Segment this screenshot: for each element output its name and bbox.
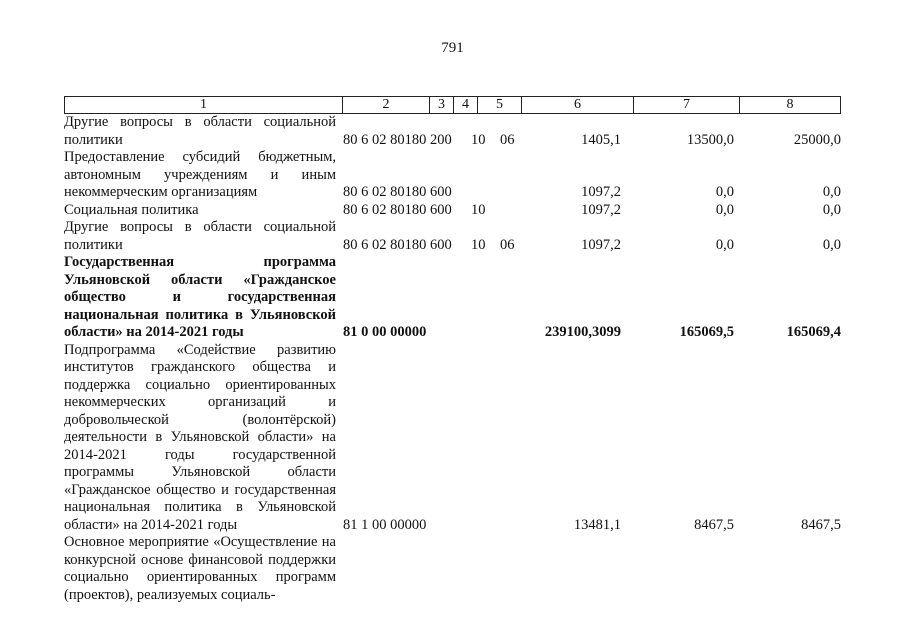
table-row [64, 254, 854, 342]
subsection: 06 [500, 131, 515, 148]
amount-col-6: 1097,2 [581, 184, 621, 200]
header-col-8: 8 [739, 96, 841, 114]
expense-type: 600 [430, 201, 452, 218]
row-description: Подпрограмма «Содействие развитию институтов гражданского общества и поддержка социально ориентированных некоммерческих организаций и добровольческой (волонтёрской) деятельности в Ульяновской области» на 2014-2021 годы государственной программы Ульяновской области «Гражданское общество и государственная национальная политика в Ульяновской области» на 2014-2021 годы [64, 341, 336, 533]
section: 10 [471, 201, 486, 218]
amount-col-6: 1405,1 [581, 131, 621, 148]
amount-col-8: 0,0 [822, 184, 841, 200]
target-article-code: 80 6 02 80180 [343, 131, 427, 148]
table-row [64, 202, 854, 220]
amount-col-8: 8467,5 [801, 516, 841, 533]
row-description: Основное мероприятие «Осуществление на конкурсной основе финансовой поддержки социально ориентированных программ (проектов), реализуемых социаль- [64, 534, 336, 603]
table-row [64, 342, 854, 535]
table-row [64, 149, 854, 202]
amount-col-7: 0,0 [715, 201, 734, 218]
amount-col-8: 25000,0 [793, 131, 841, 148]
header-col-2: 2 [342, 96, 430, 114]
table-row [64, 219, 854, 254]
amount-col-6: 1097,2 [581, 201, 621, 218]
row-description: Другие вопросы в области социальной политики [64, 114, 336, 148]
table-body [64, 114, 854, 604]
amount-col-8: 0,0 [822, 201, 841, 218]
amount-col-6: 239100,3099 [544, 324, 621, 340]
target-article-code: 81 0 00 00000 [343, 324, 427, 340]
amount-col-7: 8467,5 [694, 516, 734, 533]
expense-type: 200 [430, 131, 452, 148]
amount-col-7: 0,0 [715, 236, 734, 253]
amount-col-8: 165069,4 [786, 324, 841, 340]
amount-col-6: 13481,1 [573, 516, 621, 533]
target-article-code: 80 6 02 80180 [343, 201, 427, 218]
amount-col-6: 1097,2 [581, 236, 621, 253]
expense-type: 600 [430, 184, 452, 200]
expense-type: 600 [430, 236, 452, 253]
row-description: Другие вопросы в области социальной политики [64, 219, 336, 253]
header-col-5: 5 [477, 96, 522, 114]
header-col-7: 7 [633, 96, 740, 114]
row-description: Социальная политика [64, 201, 199, 218]
target-article-code: 80 6 02 80180 [343, 236, 427, 253]
amount-col-7: 165069,5 [679, 324, 734, 340]
table-header [64, 96, 841, 116]
section: 10 [471, 131, 486, 148]
table-row [64, 534, 854, 604]
section: 10 [471, 236, 486, 253]
amount-col-7: 0,0 [715, 184, 734, 200]
header-col-4: 4 [453, 96, 478, 114]
subsection: 06 [500, 236, 515, 253]
target-article-code: 80 6 02 80180 [343, 184, 427, 200]
row-description: Государственная программа Ульяновской области «Гражданское общество и государственная национальная политика в Ульяновской области» на 2014-2021 годы [64, 254, 336, 340]
amount-col-8: 0,0 [822, 236, 841, 253]
header-col-1: 1 [64, 96, 343, 114]
header-col-6: 6 [521, 96, 634, 114]
table-row [64, 114, 854, 149]
page-number: 791 [441, 40, 464, 56]
target-article-code: 81 1 00 00000 [343, 516, 427, 533]
header-col-3: 3 [429, 96, 454, 114]
row-description: Предоставление субсидий бюджетным, автономным учреждениям и иным некоммерческим организациям [64, 149, 336, 200]
amount-col-7: 13500,0 [686, 131, 734, 148]
